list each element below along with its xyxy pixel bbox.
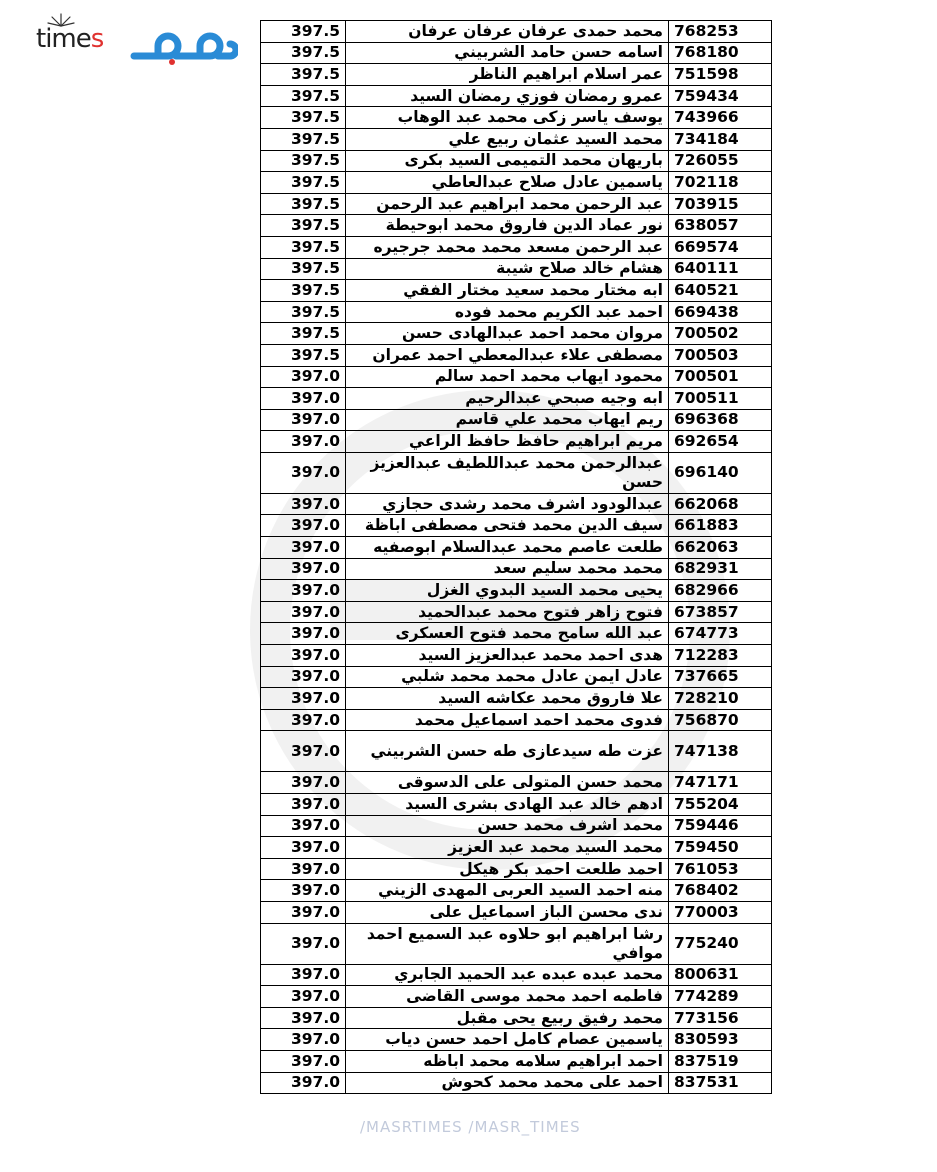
name-cell: مصطفى علاء عبدالمعطي احمد عمران: [346, 344, 669, 366]
seat-number-cell: 734184: [669, 128, 772, 150]
table-row: [261, 794, 772, 816]
table-row: [261, 731, 772, 772]
logo-accent-letter: s: [90, 24, 104, 54]
name-cell: علا فاروق محمد عكاشه السيد: [346, 688, 669, 710]
score-cell: 397.0: [261, 388, 346, 410]
seat-number-cell: 737665: [669, 666, 772, 688]
seat-number-cell: 700502: [669, 323, 772, 345]
table-row: [261, 815, 772, 837]
score-cell: 397.5: [261, 150, 346, 172]
name-cell: فدوى محمد احمد اسماعيل محمد: [346, 709, 669, 731]
table-row: [261, 42, 772, 64]
seat-number-cell: 674773: [669, 623, 772, 645]
score-cell: 397.5: [261, 172, 346, 194]
table-row: [261, 150, 772, 172]
table-row: [261, 107, 772, 129]
score-cell: 397.0: [261, 923, 346, 964]
table-row: [261, 515, 772, 537]
name-cell: عادل ايمن عادل محمد محمد شلبي: [346, 666, 669, 688]
table-row: [261, 923, 772, 964]
seat-number-cell: 712283: [669, 645, 772, 667]
name-cell: محمد محمد سليم سعد: [346, 558, 669, 580]
score-cell: 397.0: [261, 837, 346, 859]
table-row: [261, 772, 772, 794]
name-cell: عبد الرحمن مسعد محمد محمد جرجيره: [346, 236, 669, 258]
score-cell: 397.0: [261, 515, 346, 537]
table-row: [261, 493, 772, 515]
table-row: [261, 344, 772, 366]
table-row: [261, 688, 772, 710]
table-row: [261, 837, 772, 859]
table-row: [261, 964, 772, 986]
name-cell: محمود ايهاب محمد احمد سالم: [346, 366, 669, 388]
seat-number-cell: 768253: [669, 21, 772, 43]
name-cell: سيف الدين محمد فتحى مصطفى اباظة: [346, 515, 669, 537]
score-cell: 397.5: [261, 64, 346, 86]
seat-number-cell: 800631: [669, 964, 772, 986]
seat-number-cell: 755204: [669, 794, 772, 816]
seat-number-cell: 696368: [669, 409, 772, 431]
table-row: [261, 409, 772, 431]
score-cell: 397.0: [261, 409, 346, 431]
score-cell: 397.0: [261, 772, 346, 794]
seat-number-cell: 700511: [669, 388, 772, 410]
seat-number-cell: 702118: [669, 172, 772, 194]
seat-number-cell: 837519: [669, 1050, 772, 1072]
name-cell: مروان محمد احمد عبدالهادى حسن: [346, 323, 669, 345]
table-row: [261, 452, 772, 493]
score-cell: 397.0: [261, 1050, 346, 1072]
seat-number-cell: 669574: [669, 236, 772, 258]
table-row: [261, 601, 772, 623]
seat-number-cell: 830593: [669, 1029, 772, 1051]
score-cell: 397.0: [261, 709, 346, 731]
table-row: [261, 901, 772, 923]
name-cell: منه احمد السيد العربى المهدى الزيني: [346, 880, 669, 902]
seat-number-cell: 759434: [669, 85, 772, 107]
table-row: [261, 1029, 772, 1051]
table-row: [261, 558, 772, 580]
name-cell: اسامه حسن حامد الشربيني: [346, 42, 669, 64]
name-cell: ياسمين عادل صلاح عبدالعاطي: [346, 172, 669, 194]
seat-number-cell: 662063: [669, 537, 772, 559]
score-cell: 397.0: [261, 1007, 346, 1029]
name-cell: ادهم خالد عبد الهادى بشرى السيد: [346, 794, 669, 816]
score-cell: 397.0: [261, 731, 346, 772]
seat-number-cell: 837531: [669, 1072, 772, 1094]
table-row: [261, 1050, 772, 1072]
name-cell: عمرو رمضان فوزي رمضان السيد: [346, 85, 669, 107]
name-cell: محمد السيد محمد عبد العزيز: [346, 837, 669, 859]
name-cell: احمد ابراهيم سلامه محمد اباظه: [346, 1050, 669, 1072]
table-row: [261, 215, 772, 237]
table-row: [261, 301, 772, 323]
table-row: [261, 537, 772, 559]
score-cell: 397.0: [261, 645, 346, 667]
name-cell: احمد عبد الكريم محمد فوده: [346, 301, 669, 323]
seat-number-cell: 726055: [669, 150, 772, 172]
name-cell: عبد الله سامح محمد فتوح العسكرى: [346, 623, 669, 645]
results-table: [260, 20, 772, 1094]
seat-number-cell: 770003: [669, 901, 772, 923]
seat-number-cell: 747171: [669, 772, 772, 794]
table-row: [261, 64, 772, 86]
score-cell: 397.0: [261, 1029, 346, 1051]
seat-number-cell: 640521: [669, 280, 772, 302]
table-row: [261, 1007, 772, 1029]
name-cell: يحيى محمد السيد البدوي الغزل: [346, 580, 669, 602]
name-cell: عبدالودود اشرف محمد رشدى حجازي: [346, 493, 669, 515]
score-cell: 397.0: [261, 815, 346, 837]
table-row: [261, 323, 772, 345]
table-row: [261, 21, 772, 43]
table-row: [261, 880, 772, 902]
name-cell: باريهان محمد التميمى السيد بكرى: [346, 150, 669, 172]
name-cell: محمد رفيق ربيع يحى مقبل: [346, 1007, 669, 1029]
score-cell: 397.0: [261, 986, 346, 1008]
seat-number-cell: 775240: [669, 923, 772, 964]
name-cell: ريم ايهاب محمد علي قاسم: [346, 409, 669, 431]
score-cell: 397.0: [261, 794, 346, 816]
score-cell: 397.5: [261, 215, 346, 237]
seat-number-cell: 759446: [669, 815, 772, 837]
seat-number-cell: 682966: [669, 580, 772, 602]
seat-number-cell: 682931: [669, 558, 772, 580]
seat-number-cell: 700503: [669, 344, 772, 366]
score-cell: 397.5: [261, 323, 346, 345]
score-cell: 397.5: [261, 280, 346, 302]
logo-arabic-mark-icon: [128, 22, 238, 66]
seat-number-cell: 768402: [669, 880, 772, 902]
table-row: [261, 709, 772, 731]
name-cell: ياسمين عصام كامل احمد حسن دياب: [346, 1029, 669, 1051]
name-cell: احمد طلعت احمد بكر هيكل: [346, 858, 669, 880]
seat-number-cell: 759450: [669, 837, 772, 859]
masr-times-logo: [36, 12, 236, 64]
name-cell: يوسف ياسر زكى محمد عبد الوهاب: [346, 107, 669, 129]
score-cell: 397.0: [261, 858, 346, 880]
table-row: [261, 128, 772, 150]
score-cell: 397.5: [261, 258, 346, 280]
name-cell: هدى احمد محمد عبدالعزيز السيد: [346, 645, 669, 667]
name-cell: رشا ابراهيم ابو حلاوه عبد السميع احمد موافي: [346, 923, 669, 964]
score-cell: 397.5: [261, 193, 346, 215]
table-row: [261, 193, 772, 215]
table-row: [261, 172, 772, 194]
name-cell: عبد الرحمن محمد ابراهيم عبد الرحمن: [346, 193, 669, 215]
name-cell: فتوح زاهر فتوح محمد عبدالحميد: [346, 601, 669, 623]
name-cell: محمد السيد عثمان ربيع علي: [346, 128, 669, 150]
seat-number-cell: 773156: [669, 1007, 772, 1029]
seat-number-cell: 703915: [669, 193, 772, 215]
logo-wordmark: times: [36, 24, 104, 54]
table-row: [261, 280, 772, 302]
score-cell: 397.0: [261, 666, 346, 688]
score-cell: 397.0: [261, 452, 346, 493]
seat-number-cell: 692654: [669, 431, 772, 453]
table-row: [261, 431, 772, 453]
score-cell: 397.0: [261, 431, 346, 453]
score-cell: 397.0: [261, 493, 346, 515]
seat-number-cell: 761053: [669, 858, 772, 880]
name-cell: فاطمه احمد محمد موسى القاضى: [346, 986, 669, 1008]
name-cell: عزت طه سيدعازى طه حسن الشربيني: [346, 731, 669, 772]
score-cell: 397.0: [261, 688, 346, 710]
name-cell: مريم ابراهيم حافظ حافظ الراعي: [346, 431, 669, 453]
seat-number-cell: 669438: [669, 301, 772, 323]
score-cell: 397.5: [261, 85, 346, 107]
name-cell: محمد عبده عبده عبد الحميد الجابري: [346, 964, 669, 986]
name-cell: نور عماد الدين فاروق محمد ابوحيطة: [346, 215, 669, 237]
score-cell: 397.0: [261, 537, 346, 559]
seat-number-cell: 747138: [669, 731, 772, 772]
score-cell: 397.0: [261, 601, 346, 623]
table-row: [261, 236, 772, 258]
name-cell: هشام خالد صلاح شيبة: [346, 258, 669, 280]
score-cell: 397.5: [261, 21, 346, 43]
score-cell: 397.0: [261, 580, 346, 602]
score-cell: 397.0: [261, 558, 346, 580]
seat-number-cell: 673857: [669, 601, 772, 623]
score-cell: 397.0: [261, 1072, 346, 1094]
score-cell: 397.0: [261, 366, 346, 388]
table-row: [261, 85, 772, 107]
table-row: [261, 580, 772, 602]
seat-number-cell: 640111: [669, 258, 772, 280]
name-cell: محمد حمدى عرفان عرفان عرفان: [346, 21, 669, 43]
name-cell: عمر اسلام ابراهيم الناظر: [346, 64, 669, 86]
seat-number-cell: 768180: [669, 42, 772, 64]
seat-number-cell: 638057: [669, 215, 772, 237]
seat-number-cell: 756870: [669, 709, 772, 731]
table-row: [261, 388, 772, 410]
score-cell: 397.0: [261, 880, 346, 902]
table-row: [261, 258, 772, 280]
score-cell: 397.5: [261, 107, 346, 129]
table-row: [261, 986, 772, 1008]
score-cell: 397.0: [261, 623, 346, 645]
table-row: [261, 623, 772, 645]
table-row: [261, 858, 772, 880]
score-cell: 397.5: [261, 236, 346, 258]
name-cell: احمد على محمد محمد كحوش: [346, 1072, 669, 1094]
name-cell: ابه مختار محمد سعيد مختار الفقي: [346, 280, 669, 302]
name-cell: ندى محسن الباز اسماعيل على: [346, 901, 669, 923]
table-row: [261, 645, 772, 667]
name-cell: طلعت عاصم محمد عبدالسلام ابوصفيه: [346, 537, 669, 559]
footer-watermark: /MASRTIMES /MASR_TIMES: [360, 1118, 581, 1136]
seat-number-cell: 662068: [669, 493, 772, 515]
table-row: [261, 666, 772, 688]
name-cell: ابه وجيه صبحي عبدالرحيم: [346, 388, 669, 410]
score-cell: 397.0: [261, 901, 346, 923]
seat-number-cell: 774289: [669, 986, 772, 1008]
seat-number-cell: 743966: [669, 107, 772, 129]
seat-number-cell: 700501: [669, 366, 772, 388]
seat-number-cell: 696140: [669, 452, 772, 493]
table-row: [261, 1072, 772, 1094]
score-cell: 397.5: [261, 42, 346, 64]
seat-number-cell: 751598: [669, 64, 772, 86]
name-cell: عبدالرحمن محمد عبداللطيف عبدالعزيز حسن: [346, 452, 669, 493]
seat-number-cell: 728210: [669, 688, 772, 710]
table-row: [261, 366, 772, 388]
seat-number-cell: 661883: [669, 515, 772, 537]
name-cell: محمد حسن المتولى على الدسوقى: [346, 772, 669, 794]
score-cell: 397.5: [261, 301, 346, 323]
name-cell: محمد اشرف محمد حسن: [346, 815, 669, 837]
score-cell: 397.0: [261, 964, 346, 986]
score-cell: 397.5: [261, 344, 346, 366]
score-cell: 397.5: [261, 128, 346, 150]
